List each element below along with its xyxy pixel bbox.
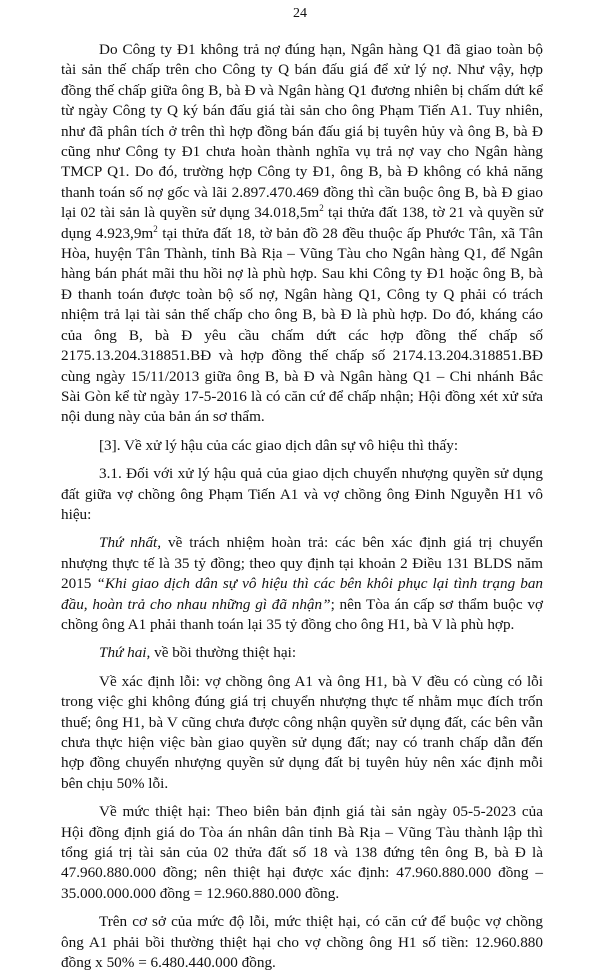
paragraph-first-refund: Thứ nhất, về trách nhiệm hoàn trả: các bên xác định giá trị chuyển nhượng thực tế là 35 tỷ đồng; theo quy định tại khoản 2 Điều 131 BLDS năm 2015 “Khi giao dịch dân sự vô hiệu thì các bên khôi phục lại tình trạng ban đầu, hoàn trả cho nhau những gì đã nhận”; nên Tòa án cấp sơ thẩm buộc vợ chồng ông A1 phải thanh toán lại 35 tỷ đồng cho ông H1, bà V là phù hợp. — [61, 534, 544, 633]
superscript-squared: 2 — [319, 203, 324, 214]
label-second: Thứ hai, — [99, 644, 151, 662]
paragraph-damage-amount: Về mức thiệt hại: Theo biên bản định giá tài sản ngày 05-5-2023 của Hội đồng định giá do Tòa án nhân dân tỉnh Bà Rịa – Vũng Tàu thành lập thì tổng giá trị tài sản của 02 thửa đất số 18 và 138 đứng tên ông B, bà Đ là 47.960.880.000 đồng; nên thiệt hại được xác định: 47.960.880.000 đồng – 35.000.000.000 đồng = 12.960.880.000 đồng. — [61, 803, 543, 902]
paragraph-section-3-1: 3.1. Đối với xử lý hậu quả của giao dịch chuyển nhượng quyền sử dụng đất giữa vợ chồng ông Phạm Tiến A1 và vợ chồng ông Đinh Nguyễn H1 vô hiệu: — [61, 465, 543, 523]
paragraph-compensation: Trên cơ sở của mức độ lỗi, mức thiệt hại, có căn cứ để buộc vợ chồng ông A1 phải bồi thường thiệt hại cho vợ chồng ông H1 số tiền: 12.960.880 đồng x 50% = 6.480.440.000 đồng. — [61, 913, 543, 972]
label-first: Thứ nhất, — [99, 534, 162, 552]
paragraph-collateral-handling: Do Công ty Đ1 không trả nợ đúng hạn, Ngân hàng Q1 đã giao toàn bộ tài sản thế chấp trên cho Công ty Q bán đấu giá để xử lý nợ. Như vậy, hợp đồng thế chấp giữa ông B, bà Đ và Ngân hàng Q1 đương nhiên bị chấm dứt kể từ ngày Công ty Q ký bán đấu giá tài sản cho ông Phạm Tiến A1. Tuy nhiên, như đã phân tích ở trên thì hợp đồng bán đấu giá bị tuyên hủy và ông B, bà Đ cũng như Công ty Đ1 chưa hoàn thành nghĩa vụ trả nợ vay cho Ngân hàng TMCP Q1. Do đó, trường hợp Công ty Đ1, ông B, bà Đ không có khả năng thanh toán số nợ gốc và lãi 2.897.470.469 đồng thì cần buộc ông B, bà Đ giao lại 02 tài sản là quyền sử dụng $34.018,5m^2$ tại thửa đất 138, tờ 21 và quyền sử dụng $4.923,9m^2$ tại thửa đất 18, tờ bản đồ 28 đều thuộc ấp Phước Tân, xã Tân Hòa, huyện Tân Thành, tỉnh Bà Rịa – Vũng Tàu cho Ngân hàng Q1, để Ngân hàng bán phát mãi thu hồi nợ là phù hợp. Sau khi Công ty Đ1 hoặc ông B, bà Đ thanh toán được toàn bộ số nợ, Ngân hàng Q1, Công ty Q phải có trách nhiệm trả lại tài sản thế chấp cho ông B, bà Đ là phù hợp. Do đó, kháng cáo của ông B, bà Đ yêu cầu chấm dứt các hợp đồng thế chấp số 2175.13.204.318851.BĐ và hợp đồng thế chấp số 2174.13.204.318851.BĐ cùng ngày 15/11/2013 giữa ông B, bà Đ và Ngân hàng Q1 – Chi nhánh Bắc Sài Gòn kể từ ngày 17-5-2016 là có căn cứ để chấp nhận; Hội đồng xét xử sửa nội dung này của bản án sơ thẩm. — [61, 41, 543, 426]
document-body — [61, 40, 543, 973]
paragraph-section-3-heading: [3]. Về xử lý hậu của các giao dịch dân sự vô hiệu thì thấy: — [99, 436, 459, 454]
legal-quote: “Khi giao dịch dân sự vô hiệu thì các bên khôi phục lại tình trạng ban đầu, hoàn trả cho nhau những gì đã nhận” — [61, 575, 544, 613]
page-number: 24 — [293, 6, 307, 21]
paragraph-fault-determination: Về xác định lỗi: vợ chồng ông A1 và ông H1, bà V đều có cùng có lỗi trong việc ghi không đúng giá trị chuyển nhượng thực tế nhằm mục đích trốn thuế; ông H1, bà V cũng chưa được công nhận quyền sử dụng đất, các bên vẫn chưa thực hiện việc bàn giao quyền sử dụng đất; nay có tranh chấp dẫn đến hợp đồng chuyển nhượng quyền sử dụng đất bị tuyên hủy nên xác định mỗi bên chịu 50% lỗi. — [61, 672, 543, 792]
superscript-squared: 2 — [153, 223, 158, 234]
paragraph-second-damages: Thứ hai, về bồi thường thiệt hại: — [99, 644, 297, 662]
